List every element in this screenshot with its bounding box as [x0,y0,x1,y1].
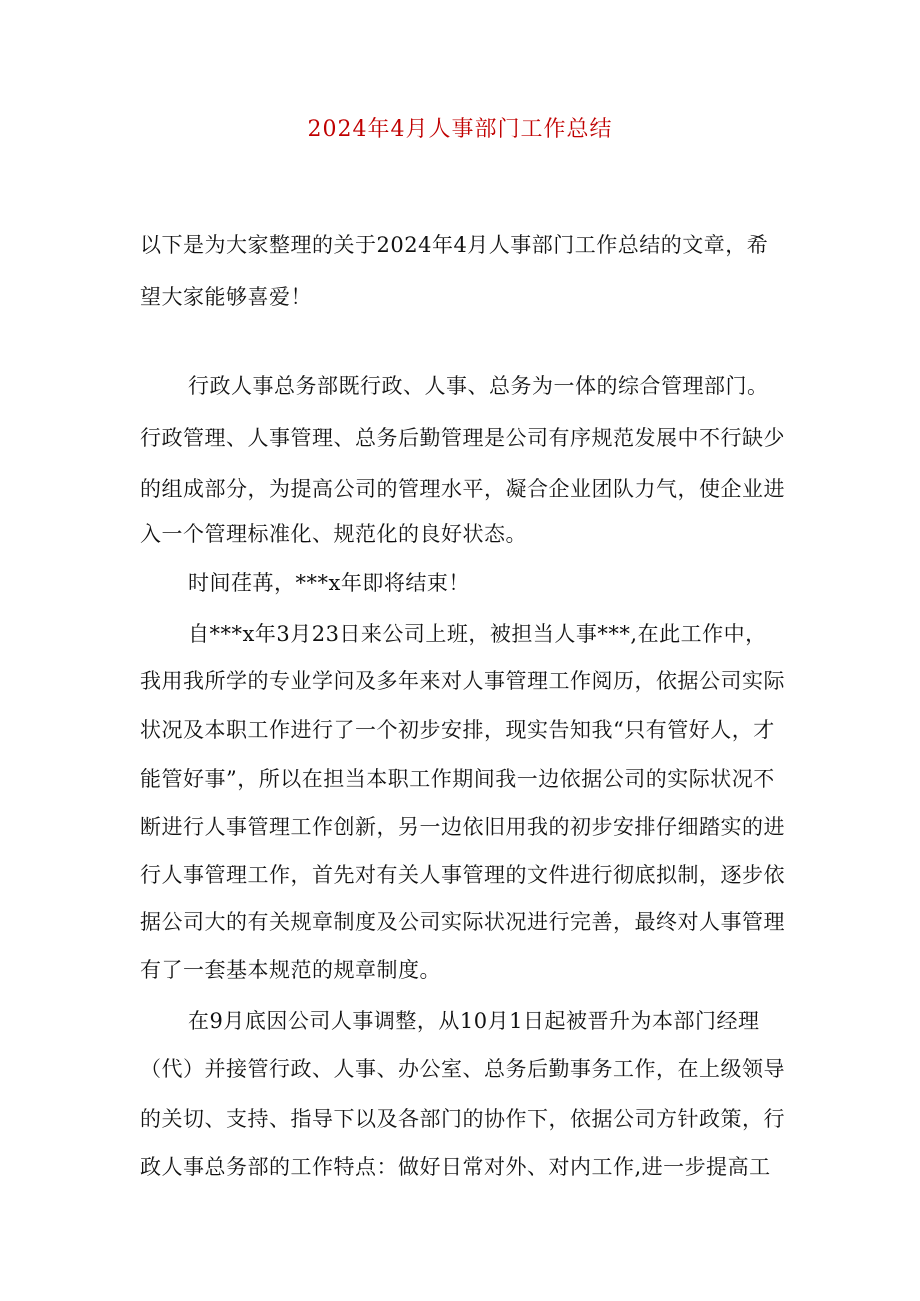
paragraph-3-line-5: 断进行人事管理工作创新，另一边依旧用我的初步安排仔细踏实的进 [140,815,785,839]
paragraph-3-line-7: 据公司大的有关规章制度及公司实际状况进行完善，最终对人事管理 [140,910,785,934]
paragraph-4-line-1: 在9月底因公司人事调整，从10月1日起被晋升为本部门经理 [188,1009,760,1033]
paragraph-3-line-2: 我用我所学的专业学问及多年来对人事管理工作阅历，依据公司实际 [140,669,785,693]
intro-line-2: 望大家能够喜爱！ [140,285,312,309]
paragraph-2-line-1: 时间荏苒，***x年即将结束！ [188,571,470,595]
paragraph-3-line-4: 能管好事”，所以在担当本职工作期间我一边依据公司的实际状况不 [140,767,775,791]
paragraph-1-line-1: 行政人事总务部既行政、人事、总务为一体的综合管理部门。 [188,374,769,398]
paragraph-4-line-4: 政人事总务部的工作特点：做好日常对外、对内工作,进一步提高工 [140,1155,771,1179]
paragraph-4-line-3: 的关切、支持、指导下以及各部门的协作下，依据公司方针政策，行 [140,1107,785,1131]
paragraph-3-line-1: 自***x年3月23日来公司上班，被担当人事***,在此工作中， [188,622,767,646]
intro-line-1: 以下是为大家整理的关于2024年4月人事部门工作总结的文章，希 [140,233,769,257]
paragraph-3-line-3: 状况及本职工作进行了一个初步安排，现实告知我“只有管好人，才 [140,718,775,742]
paragraph-1-line-3: 的组成部分，为提高公司的管理水平，凝合企业团队力气，使企业进 [140,477,785,501]
paragraph-3-line-8: 有了一套基本规范的规章制度。 [140,958,441,982]
document-title: 2024年4月人事部门工作总结 [307,117,613,142]
paragraph-3-line-6: 行人事管理工作，首先对有关人事管理的文件进行彻底拟制，逐步依 [140,863,785,887]
paragraph-1-line-2: 行政管理、人事管理、总务后勤管理是公司有序规范发展中不行缺少 [140,426,785,450]
paragraph-1-line-4: 入一个管理标准化、规范化的良好状态。 [140,522,527,546]
paragraph-4-line-2: （代）并接管行政、人事、办公室、总务后勤事务工作，在上级领导 [140,1057,785,1081]
